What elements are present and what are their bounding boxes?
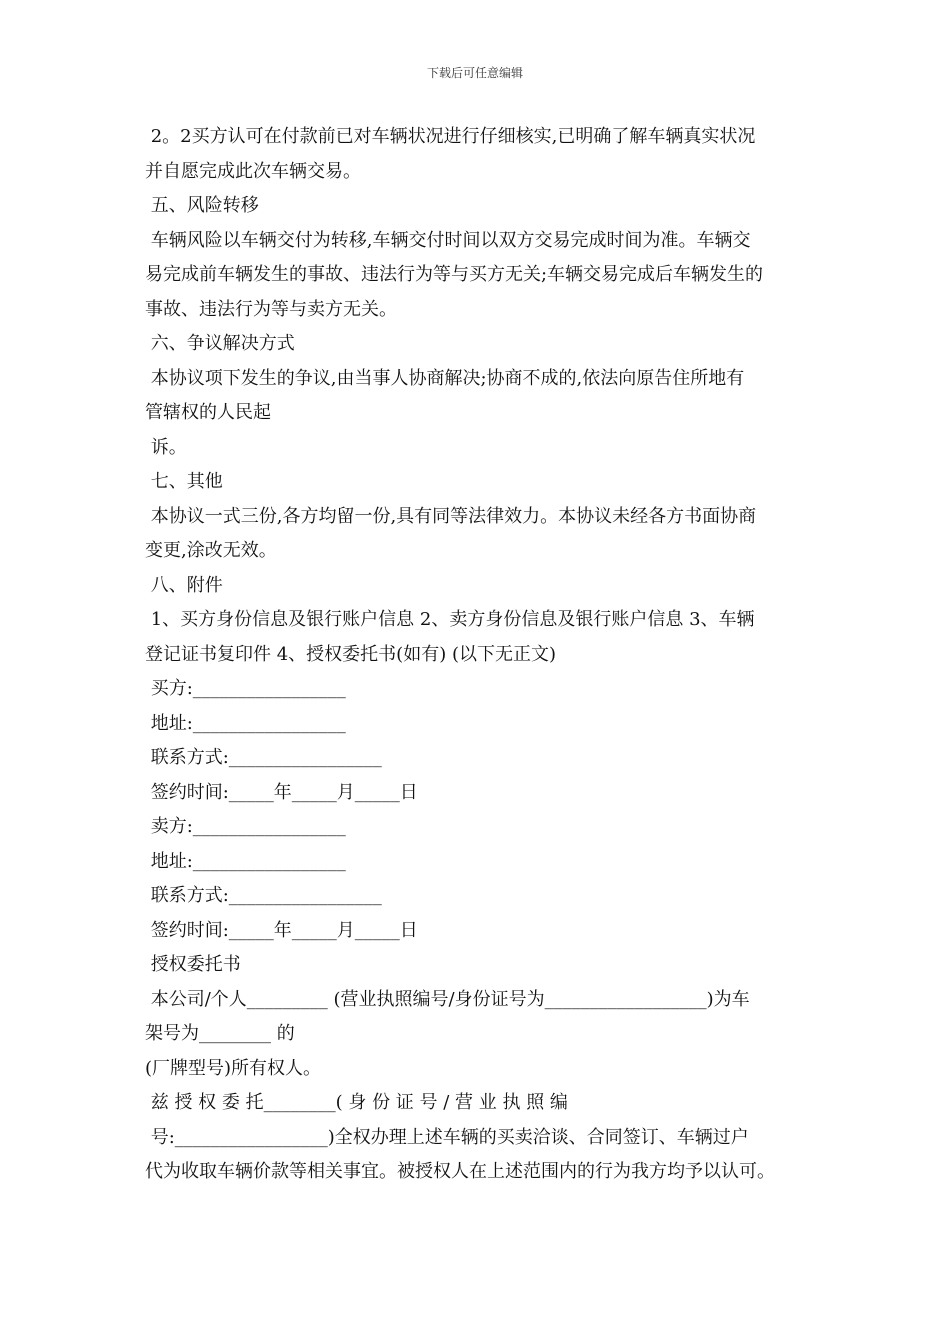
text-line: 七、其他 [145, 471, 223, 492]
text-line: 卖方:_________________ [145, 816, 346, 837]
text-line: 号:_________________)全权办理上述车辆的买卖洽谈、合同签订、车辆过户 [145, 1126, 749, 1148]
text-line: 八、附件 [145, 574, 223, 596]
text-line: 签约时间:_____年_____月_____日 [145, 919, 418, 941]
text-line: 联系方式:_________________ [145, 885, 382, 906]
text-line: 签约时间:_____年_____月_____日 [145, 781, 418, 803]
text-line: 本协议项下发生的争议,由当事人协商解决;协商不成的,依法向原告住所地有 [145, 367, 745, 389]
text-line: 1、买方身份信息及银行账户信息 2、卖方身份信息及银行账户信息 3、车辆 [145, 609, 755, 630]
text-line: 买方:_________________ [145, 678, 346, 699]
text-line: 车辆风险以车辆交付为转移,车辆交付时间以双方交易完成时间为准。车辆交 [145, 229, 751, 251]
text-line: 代为收取车辆价款等相关事宜。被授权人在上述范围内的行为我方均予以认可。 [145, 1161, 775, 1182]
document-body [145, 120, 825, 1190]
text-line: 事故、违法行为等与卖方无关。 [145, 298, 397, 320]
text-line: 五、风险转移 [145, 195, 259, 216]
text-line: 兹 授 权 委 托________( 身 份 证 号 / 营 业 执 照 编 [145, 1092, 568, 1113]
text-line: 管辖权的人民起 [145, 402, 271, 423]
text-line: 地址:_________________ [145, 712, 346, 734]
text-line: 架号为________ 的 [145, 1023, 295, 1044]
text-line: 六、争议解决方式 [145, 333, 295, 354]
text-line: 易完成前车辆发生的事故、违法行为等与买方无关;车辆交易完成后车辆发生的 [145, 264, 764, 285]
text-line: 2。2买方认可在付款前已对车辆状况进行仔细核实,已明确了解车辆真实状况 [145, 126, 756, 147]
text-line: 本公司/个人_________ (营业执照编号/身份证号为__________________)为车 [145, 988, 750, 1010]
text-line: 授权委托书 [145, 954, 241, 975]
text-line: 本协议一式三份,各方均留一份,具有同等法律效力。本协议未经各方书面协商 [145, 505, 757, 527]
text-line: 联系方式:_________________ [145, 747, 382, 768]
text-line: 登记证书复印件 4、授权委托书(如有) (以下无正文) [145, 643, 556, 665]
text-line: 地址:_________________ [145, 850, 346, 872]
page-header: 下载后可任意编辑 [426, 66, 523, 80]
text-line: 诉。 [145, 436, 187, 458]
text-line: 并自愿完成此次车辆交易。 [145, 160, 361, 182]
text-line: (厂牌型号)所有权人。 [145, 1057, 322, 1079]
text-line: 变更,涂改无效。 [145, 540, 277, 561]
